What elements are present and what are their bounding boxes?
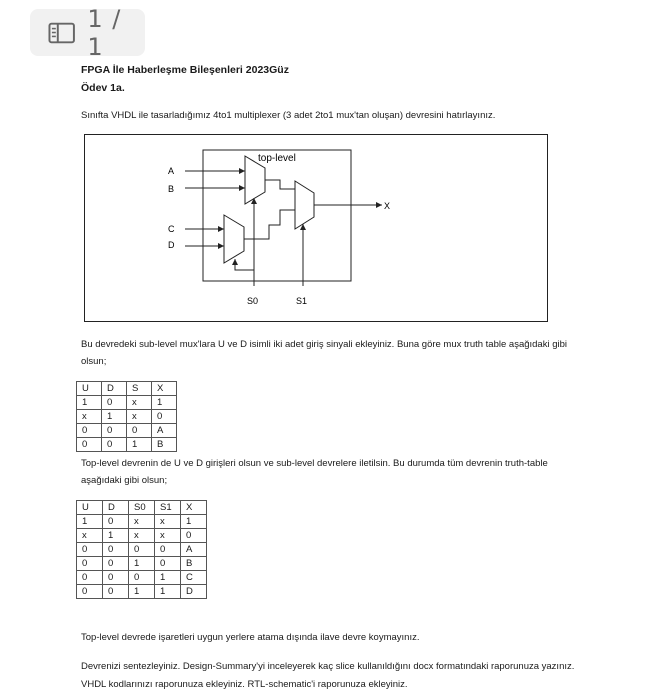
top-level-label: top-level — [258, 153, 296, 164]
table-row — [77, 585, 207, 599]
table-cell: 0 — [181, 529, 207, 543]
page-count: 1 / 1 — [87, 4, 122, 61]
table-cell: 1 — [152, 396, 177, 410]
table-cell: A — [181, 543, 207, 557]
table-row — [77, 396, 177, 410]
table-cell: A — [152, 424, 177, 438]
table-cell: x — [127, 410, 152, 424]
top-level-truth-table — [76, 500, 207, 599]
top-level-paragraph: Top-level devrenin de U ve D girişleri olsun ve sub-level devrelere iletilsin. Bu durumda tüm devrenin truth-table aşağıdaki gibi olsun; — [81, 458, 548, 486]
synthesis-paragraph: Devrenizi sentezleyiniz. Design-Summary'yi inceleyerek kaç slice kullanıldığını docx formatındaki raporunuza yazınız. VHDL kodlarınızı raporunuza ekleyiniz. RTL-schematic'i raporunuza ekleyiniz. — [81, 661, 575, 690]
table-cell: 0 — [103, 571, 129, 585]
table-cell: 0 — [103, 585, 129, 599]
table-cell: 0 — [155, 543, 181, 557]
table-cell: x — [77, 529, 103, 543]
sub-level-paragraph: Bu devredeki sub-level mux'lara U ve D isimli iki adet giriş sinyali ekleyiniz. Buna göre mux truth table aşağıdaki gibi olsun; — [81, 339, 568, 367]
table-cell: 0 — [77, 438, 102, 452]
table-cell: 0 — [129, 571, 155, 585]
input-label-d: D — [168, 240, 175, 250]
table-row — [77, 543, 207, 557]
sub-level-truth-table — [76, 381, 177, 452]
table-cell: B — [181, 557, 207, 571]
table-cell: 0 — [103, 557, 129, 571]
table-cell: 0 — [77, 585, 103, 599]
input-label-b: B — [168, 184, 175, 194]
table-header-cell: S0 — [129, 501, 155, 515]
table-cell: 1 — [155, 571, 181, 585]
table-cell: 1 — [102, 410, 127, 424]
table-cell: 0 — [103, 543, 129, 557]
table-cell: 1 — [129, 557, 155, 571]
table-cell: x — [155, 529, 181, 543]
select-label-s0: S0 — [247, 296, 259, 306]
table-cell: 1 — [129, 585, 155, 599]
table-cell: x — [129, 515, 155, 529]
table-header-cell: D — [102, 382, 127, 396]
table-header-cell: S — [127, 382, 152, 396]
table-cell: x — [129, 529, 155, 543]
table-cell: 0 — [129, 543, 155, 557]
document-subtitle: Ödev 1a. — [81, 82, 125, 94]
mux-2 — [224, 215, 244, 263]
table-cell: 1 — [77, 396, 102, 410]
table-cell: 1 — [77, 515, 103, 529]
table-cell: 0 — [127, 424, 152, 438]
table-cell: 0 — [102, 438, 127, 452]
table-cell: 0 — [155, 557, 181, 571]
table-cell: D — [181, 585, 207, 599]
table-cell: 0 — [77, 424, 102, 438]
table-cell: 0 — [152, 410, 177, 424]
table-cell: 1 — [155, 585, 181, 599]
table-header-cell: U — [77, 501, 103, 515]
table-header-cell: S1 — [155, 501, 181, 515]
table-row — [77, 410, 177, 424]
table-header-cell: X — [181, 501, 207, 515]
table-header-cell: X — [152, 382, 177, 396]
table-row — [77, 557, 207, 571]
input-label-c: C — [168, 224, 175, 234]
table-row — [77, 515, 207, 529]
table-cell: 0 — [77, 543, 103, 557]
table-cell: x — [77, 410, 102, 424]
table-cell: 1 — [103, 529, 129, 543]
table-cell: C — [181, 571, 207, 585]
output-label-x: X — [384, 201, 391, 211]
table-cell: 0 — [77, 571, 103, 585]
table-cell: 0 — [77, 557, 103, 571]
document-title: FPGA İle Haberleşme Bileşenleri 2023Güz — [81, 64, 289, 76]
table-header-row — [77, 382, 177, 396]
table-row — [77, 424, 177, 438]
mux-3 — [295, 181, 314, 229]
table-row — [77, 571, 207, 585]
table-cell: x — [155, 515, 181, 529]
table-header-row — [77, 501, 207, 515]
select-label-s1: S1 — [296, 296, 308, 306]
sidebar-toggle-icon[interactable] — [48, 22, 75, 44]
table-cell: 0 — [103, 515, 129, 529]
table-cell: 0 — [102, 424, 127, 438]
mux-circuit-diagram — [84, 134, 548, 322]
table-row — [77, 529, 207, 543]
intro-paragraph: Sınıfta VHDL ile tasarladığımız 4to1 multiplexer (3 adet 2to1 mux'tan oluşan) devresini hatırlayınız. — [81, 110, 496, 121]
input-label-a: A — [168, 166, 175, 176]
table-header-cell: U — [77, 382, 102, 396]
table-cell: x — [127, 396, 152, 410]
table-cell: B — [152, 438, 177, 452]
table-cell: 1 — [181, 515, 207, 529]
constraint-paragraph: Top-level devrede işaretleri uygun yerlere atama dışında ilave devre koymayınız. — [81, 632, 420, 643]
table-cell: 1 — [127, 438, 152, 452]
table-cell: 0 — [102, 396, 127, 410]
page-indicator-badge[interactable] — [30, 4, 145, 61]
table-header-cell: D — [103, 501, 129, 515]
table-row — [77, 438, 177, 452]
